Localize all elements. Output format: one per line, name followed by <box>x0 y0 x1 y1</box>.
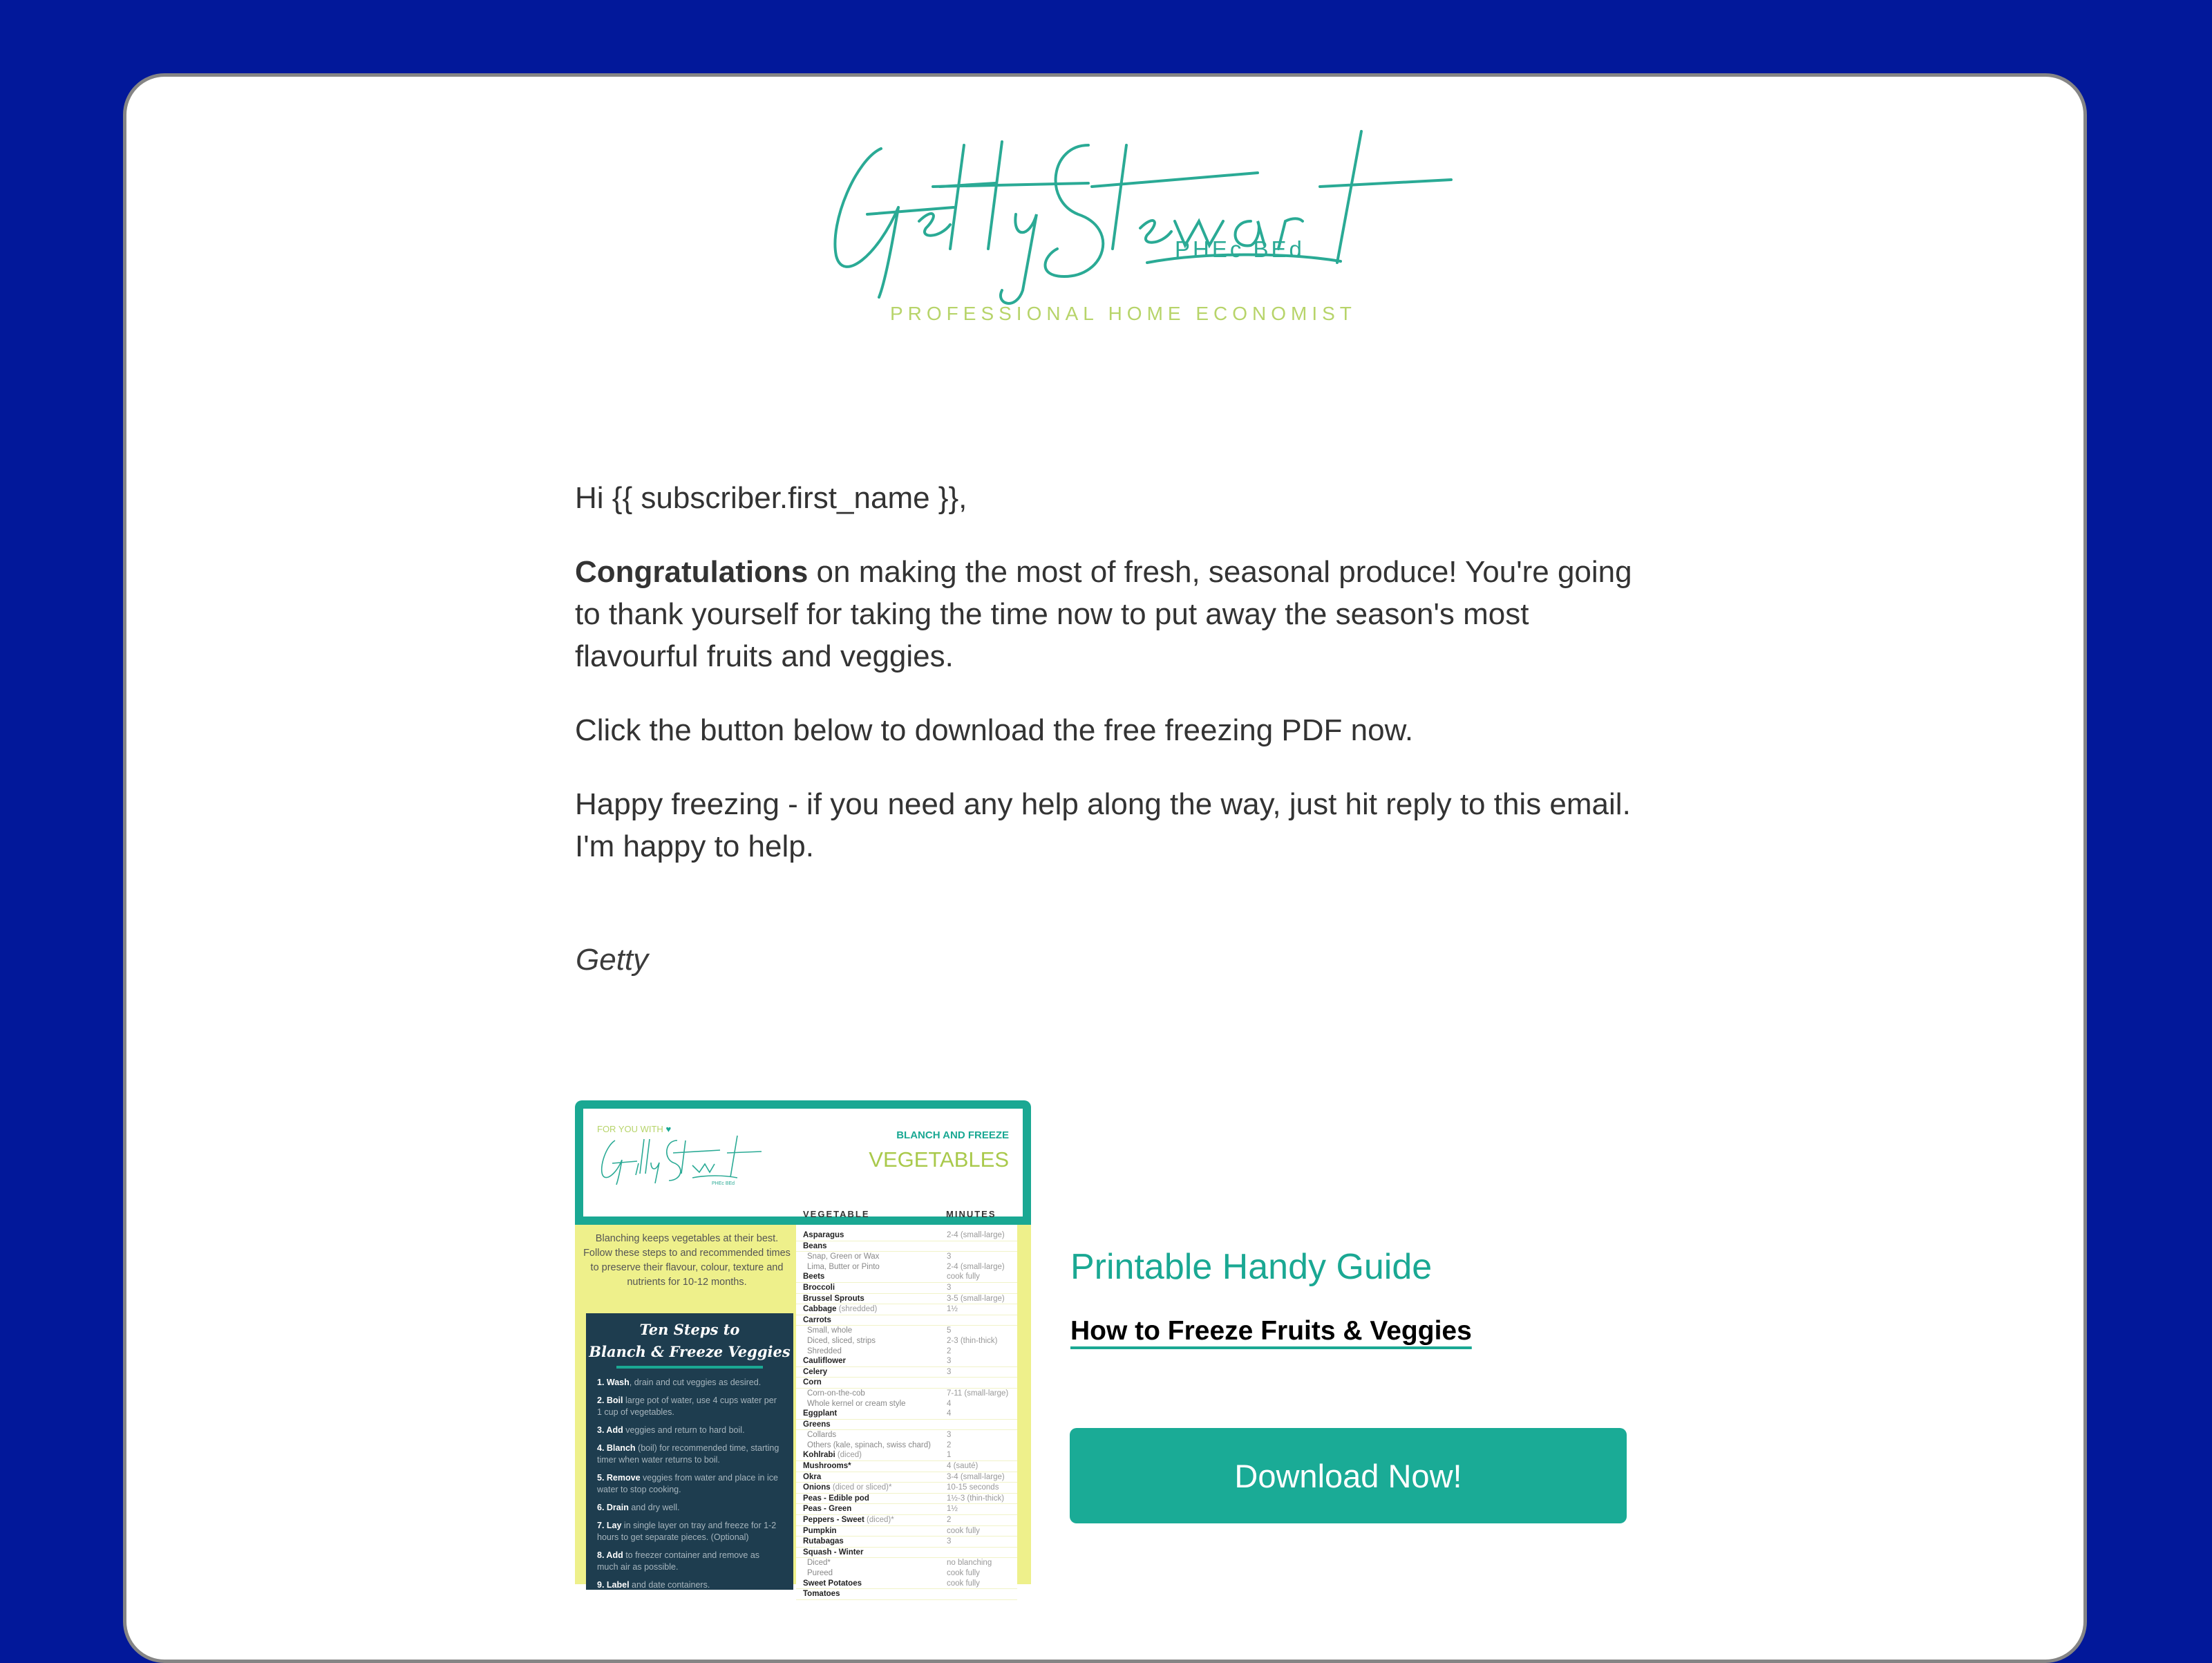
vegetable-row: Shredded 2 <box>807 1346 952 1355</box>
vegetable-row: Squash - Winter <box>796 1548 1017 1559</box>
vegetable-row: Others (kale, spinach, swiss chard) 2 <box>807 1440 952 1449</box>
vegetable-row: Carrots <box>796 1315 1017 1326</box>
vegetable-row: Beans <box>796 1241 1017 1252</box>
vegetable-row: Brussel Sprouts 3-5 (small-large) <box>796 1294 1017 1305</box>
vegetable-row: Tomatoes <box>796 1589 1017 1600</box>
brand-logo <box>815 118 1451 332</box>
heart-icon: ♥ <box>665 1124 672 1134</box>
vegetable-row: Sweet Potatoes cook fully <box>796 1579 1017 1590</box>
svg-text:PHEc BEd: PHEc BEd <box>712 1181 735 1186</box>
column-vegetable: VEGETABLE <box>803 1209 870 1219</box>
vegetable-row: Peppers - Sweet (diced)* 2 <box>796 1515 1017 1526</box>
signature-logo-icon <box>815 118 1451 297</box>
step-item: 6. Drain and dry well. <box>597 1503 680 1512</box>
step-item: 3. Add veggies and return to hard boil. <box>597 1425 745 1435</box>
vegetable-row: Cauliflower 3 <box>796 1356 1017 1367</box>
thumbnail-header <box>575 1100 1031 1225</box>
guide-title: VEGETABLES <box>869 1147 1009 1172</box>
steps-underline <box>616 1366 763 1369</box>
instruction-paragraph: Click the button below to download the free freezing PDF now. <box>575 713 1414 747</box>
vegetable-row: Corn-on-the-cob 7-11 (small-large) <box>807 1389 1009 1398</box>
intro-paragraph <box>575 551 1639 677</box>
vegetable-row: Onions (diced or sliced)* 10-15 seconds <box>796 1483 1017 1494</box>
vegetable-row: Celery 3 <box>796 1367 1017 1378</box>
signoff: Getty <box>576 943 649 977</box>
vegetable-row: Asparagus 2-4 (small-large) <box>796 1230 1017 1241</box>
vegetable-row: Peas - Green 1½ <box>796 1504 1017 1515</box>
vegetable-row: Collards 3 <box>807 1431 952 1440</box>
closing-paragraph: Happy freezing - if you need any help along the way, just hit reply to this email. I'm happy to help. <box>575 787 1631 863</box>
step-item: 9. Label and date containers. <box>597 1580 710 1590</box>
greeting: Hi {{ subscriber.first_name }}, <box>575 481 967 515</box>
for-you-label: FOR YOU WITH ♥ <box>597 1124 672 1134</box>
download-button[interactable]: Download Now! <box>1070 1428 1627 1523</box>
cta-title: Printable Handy Guide <box>1070 1247 1433 1287</box>
vegetable-row: Lima, Butter or Pinto 2-4 (small-large) <box>807 1262 1005 1271</box>
vegetable-row: Whole kernel or cream style 4 <box>807 1399 952 1408</box>
vegetable-row: Cabbage (shredded) 1½ <box>796 1304 1017 1315</box>
vegetable-row: Corn <box>796 1378 1017 1389</box>
step-item: 1. Wash, drain and cut veggies as desired. <box>597 1378 762 1387</box>
steps-box <box>586 1313 793 1590</box>
vegetable-row: Rutabagas 3 <box>796 1537 1017 1548</box>
vegetable-row: Mushrooms* 4 (sauté) <box>796 1461 1017 1472</box>
step-item: 4. Blanch (boil) for recommended time, starting timer when water returns to boil. <box>597 1443 779 1465</box>
intro-bold: Congratulations <box>575 555 809 589</box>
vegetable-row: Diced, sliced, strips 2-3 (thin-thick) <box>807 1336 998 1345</box>
vegetable-rows <box>796 1225 1017 1600</box>
thumbnail-table <box>796 1225 1031 1599</box>
steps-list <box>586 1377 793 1591</box>
step-item: 5. Remove veggies from water and place in ice water to stop cooking. <box>597 1473 778 1494</box>
step-item: 2. Boil large pot of water, use 4 cups water per 1 cup of vegetables. <box>597 1396 777 1417</box>
step-item: 7. Lay in single layer on tray and freeze for 1-2 hours to get separate pieces. (Optional) <box>597 1521 777 1542</box>
vegetable-row: Greens <box>796 1420 1017 1431</box>
logo-tagline: PROFESSIONAL HOME ECONOMIST <box>890 303 1356 324</box>
vegetable-row: Peas - Edible pod 1½-3 (thin-thick) <box>796 1494 1017 1505</box>
guide-intro: Blanching keeps vegetables at their best. Follow these steps to and recommended times to preserve their flavour, colour, texture and nutrients for 10-12 months. <box>583 1233 791 1288</box>
vegetable-row: Beets cook fully <box>796 1272 1017 1283</box>
vegetable-row: Pureed cook fully <box>807 1569 980 1577</box>
thumbnail-left-panel <box>575 1225 796 1590</box>
vegetable-row: Snap, Green or Wax 3 <box>807 1252 952 1261</box>
email-body <box>575 477 1639 899</box>
step-item: 8. Add to freezer container and remove as much air as possible. <box>597 1550 760 1572</box>
vegetable-row: Diced* no blanching <box>807 1559 992 1568</box>
column-minutes: MINUTES <box>946 1209 996 1219</box>
vegetable-row: Small, whole 5 <box>807 1326 952 1335</box>
intro-rest: on making the most of fresh, seasonal produce! You're going to thank yourself for taking the time now to put away the season's most flavourful fruits and veggies. <box>575 555 1632 673</box>
vegetable-row: Pumpkin cook fully <box>796 1526 1017 1537</box>
vegetable-row: Broccoli 3 <box>796 1283 1017 1294</box>
vegetable-row: Eggplant 4 <box>796 1409 1017 1420</box>
guide-kicker: BLANCH AND FREEZE <box>896 1129 1009 1141</box>
guide-link[interactable]: How to Freeze Fruits & Veggies <box>1070 1316 1472 1346</box>
mini-signature-logo-icon <box>596 1132 762 1187</box>
steps-title: Ten Steps to Blanch & Freeze Veggies <box>589 1321 791 1360</box>
vegetable-row: Kohlrabi (diced) 1 <box>796 1450 1017 1461</box>
vegetable-row: Okra 3-4 (small-large) <box>796 1472 1017 1483</box>
logo-credentials: PHEc BEd <box>1175 236 1305 262</box>
guide-thumbnail[interactable] <box>575 1100 1031 1599</box>
